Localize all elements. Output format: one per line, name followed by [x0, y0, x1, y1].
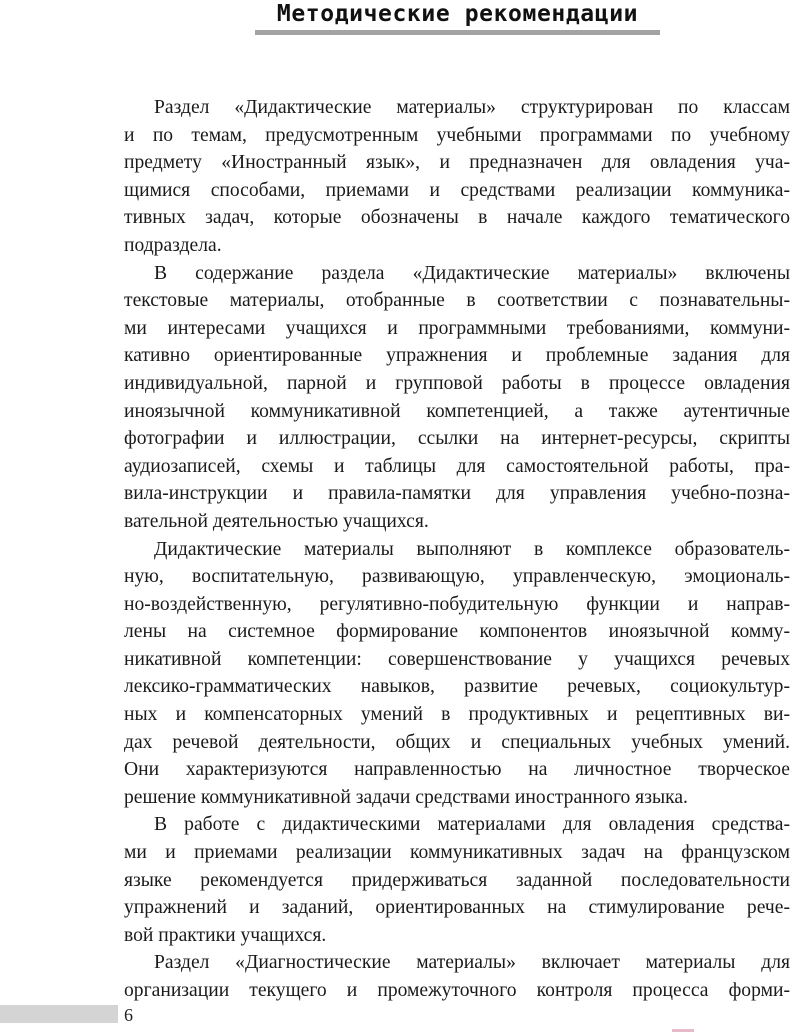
paragraph-line: ную, воспитательную, развивающую, управленческую, эмоциональ- — [124, 566, 790, 588]
paragraph-line: щимися способами, приемами и средствами реализации коммуника- — [124, 179, 790, 201]
paragraph-line: предмету «Иностранный язык», и предназначен для овладения уча- — [124, 152, 790, 174]
paragraph-line: аудиозаписей, схемы и таблицы для самостоятельной работы, пра- — [124, 455, 790, 477]
paragraph-line: иноязычной коммуникативной компетенцией, а также аутентичные — [124, 400, 790, 422]
paragraph-line: дах речевой деятельности, общих и специальных учебных умений. — [124, 731, 790, 753]
paragraph-line: Они характеризуются направленностью на личностное творческое — [124, 759, 790, 781]
footer-bar — [0, 1005, 118, 1023]
paragraph-line: тивных задач, которые обозначены в начале каждого тематического — [124, 207, 790, 229]
paragraph-line: языке рекомендуется придерживаться заданной последовательности — [124, 869, 790, 891]
body-text — [124, 94, 790, 1005]
paragraph-line: Раздел «Диагностические материалы» включает материалы для — [154, 952, 790, 974]
paragraph-line: Раздел «Дидактические материалы» структурирован по классам — [154, 97, 790, 118]
paragraph — [124, 94, 790, 260]
paragraph-line: упражнений и заданий, ориентированных на стимулирование рече- — [124, 897, 790, 919]
running-header — [255, 0, 660, 35]
paragraph — [124, 811, 790, 949]
paragraph-line: индивидуальной, парной и групповой работы в процессе овладения — [124, 372, 790, 394]
paragraph-line: ми и приемами реализации коммуникативных задач на французском — [124, 842, 790, 864]
paragraph — [124, 949, 790, 1004]
paragraph-line: лены на системное формирование компонентов иноязычной комму- — [124, 621, 790, 643]
paragraph — [124, 536, 790, 812]
paragraph-line: ми интересами учащихся и программными требованиями, коммуни- — [124, 317, 790, 339]
paragraph-line: вательной деятельностью учащихся. — [124, 510, 429, 532]
paragraph-line: текстовые материалы, отобранные в соответствии с познавательны- — [124, 290, 790, 312]
paragraph-line: никативной компетенции: совершенствование у учащихся речевых — [124, 648, 790, 670]
paragraph-line: лексико-грамматических навыков, развитие речевых, социокультур- — [124, 676, 790, 698]
page-number: 6 — [124, 1005, 133, 1025]
header-underline — [255, 30, 660, 35]
paragraph-line: и по темам, предусмотренным учебными программами по учебному — [124, 124, 790, 146]
paragraph-line: ных и компенсаторных умений в продуктивных и рецептивных ви- — [124, 704, 790, 726]
paragraph-line: фотографии и иллюстрации, ссылки на интернет-ресурсы, скрипты — [124, 428, 790, 450]
paragraph-line: вила-инструкции и правила-памятки для управления учебно-позна- — [124, 483, 790, 505]
paragraph — [124, 260, 790, 536]
paragraph-line: Дидактические материалы выполняют в комплексе образователь- — [154, 538, 790, 560]
paragraph-line: В работе с дидактическими материалами для овладения средства- — [154, 814, 790, 836]
paragraph-line: вой практики учащихся. — [124, 924, 327, 946]
paragraph-line: кативно ориентированные упражнения и проблемные задания для — [124, 345, 790, 367]
paragraph-line: но-воздейственную, регулятивно-побудительную функции и направ- — [124, 593, 790, 615]
paragraph-line: В содержание раздела «Дидактические материалы» включены — [154, 262, 790, 284]
paragraph-line: подраздела. — [124, 234, 222, 256]
paragraph-line: организации текущего и промежуточного контроля процесса форми- — [124, 980, 790, 1001]
paragraph-line: решение коммуникативной задачи средствами иностранного языка. — [124, 786, 688, 808]
header-title: Методические рекомендации — [276, 1, 639, 27]
